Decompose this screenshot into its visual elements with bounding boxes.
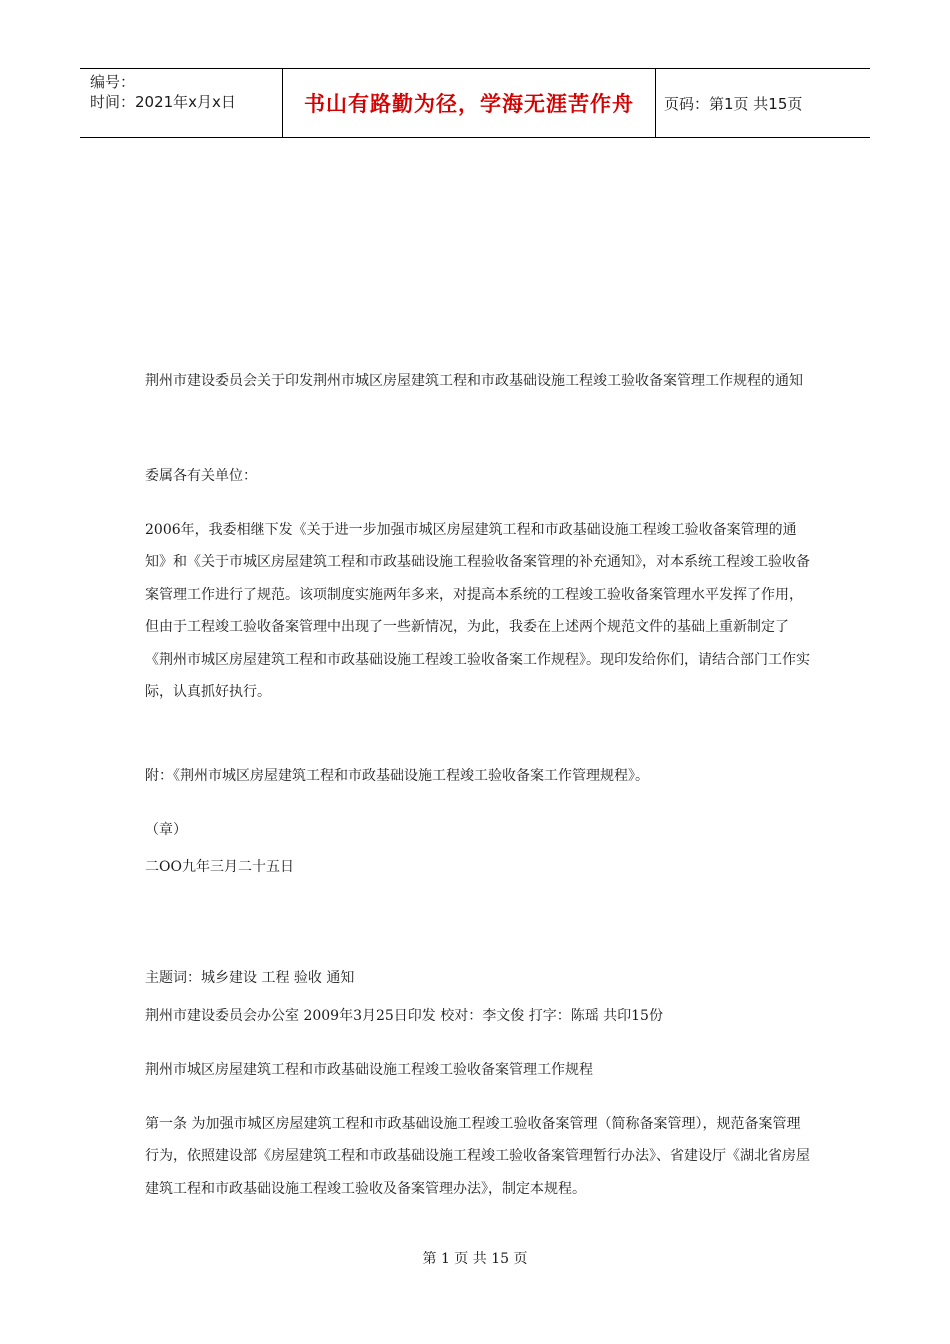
issue-date: 二OO九年三月二十五日 — [145, 859, 294, 875]
attachment-note: 附：《荆州市城区房屋建筑工程和市政基础设施工程竣工验收备案工作管理规程》。 — [145, 768, 649, 784]
body-paragraph: 2006年，我委相继下发《关于进一步加强市城区房屋建筑工程和市政基础设施工程竣工验收备案管理的通知》和《关于市城区房屋建筑工程和市政基础设施工程验收备案管理的补充通知》，对本系统工程竣工验收备案管理工作进行了规范。该项制度实施两年多来，对提高本系统的工程竣工验收备案管理水平发挥了作用，但由于工程竣工验收备案管理中出现了一些新情况，为此，我委在上述两个规范文件的基础上重新制定了《荆州市城区房屋建筑工程和市政基础设施工程竣工验收备案工作规程》。现印发给你们，请结合部门工作实际，认真抓好执行。 — [145, 522, 810, 701]
number-label: 编号： — [90, 73, 136, 91]
issuer-line: 荆州市建设委员会办公室 2009年3月25日印发 校对：李文俊 打字：陈瑶 共印15份 — [145, 1008, 663, 1024]
header-page-info — [656, 69, 870, 137]
article-1: 第一条 为加强市城区房屋建筑工程和市政基础设施工程竣工验收备案管理（简称备案管理），规范备案管理行为，依照建设部《房屋建筑工程和市政基础设施工程竣工验收备案管理暂行办法》、省建设厅《湖北省房屋建筑工程和市政基础设施工程竣工验收及备案管理办法》，制定本规程。 — [145, 1116, 810, 1197]
seal-mark: （章） — [145, 822, 187, 838]
header-motto-cell — [282, 69, 656, 137]
document-title: 荆州市建设委员会关于印发荆州市城区房屋建筑工程和市政基础设施工程竣工验收备案管理工作规程的通知 — [145, 373, 803, 389]
page-info: 页码：第1页 共15页 — [664, 94, 803, 113]
keywords: 主题词：城乡建设 工程 验收 通知 — [145, 970, 355, 986]
page-header — [80, 68, 870, 138]
header-meta — [80, 69, 282, 137]
regulation-title: 荆州市城区房屋建筑工程和市政基础设施工程竣工验收备案管理工作规程 — [145, 1062, 593, 1078]
page-footer: 第 1 页 共 15 页 — [422, 1251, 528, 1267]
time-label: 时间：2021年x月x日 — [90, 93, 236, 111]
motto: 书山有路勤为径，学海无涯苦作舟 — [304, 92, 634, 116]
salutation: 委属各有关单位： — [145, 468, 257, 484]
